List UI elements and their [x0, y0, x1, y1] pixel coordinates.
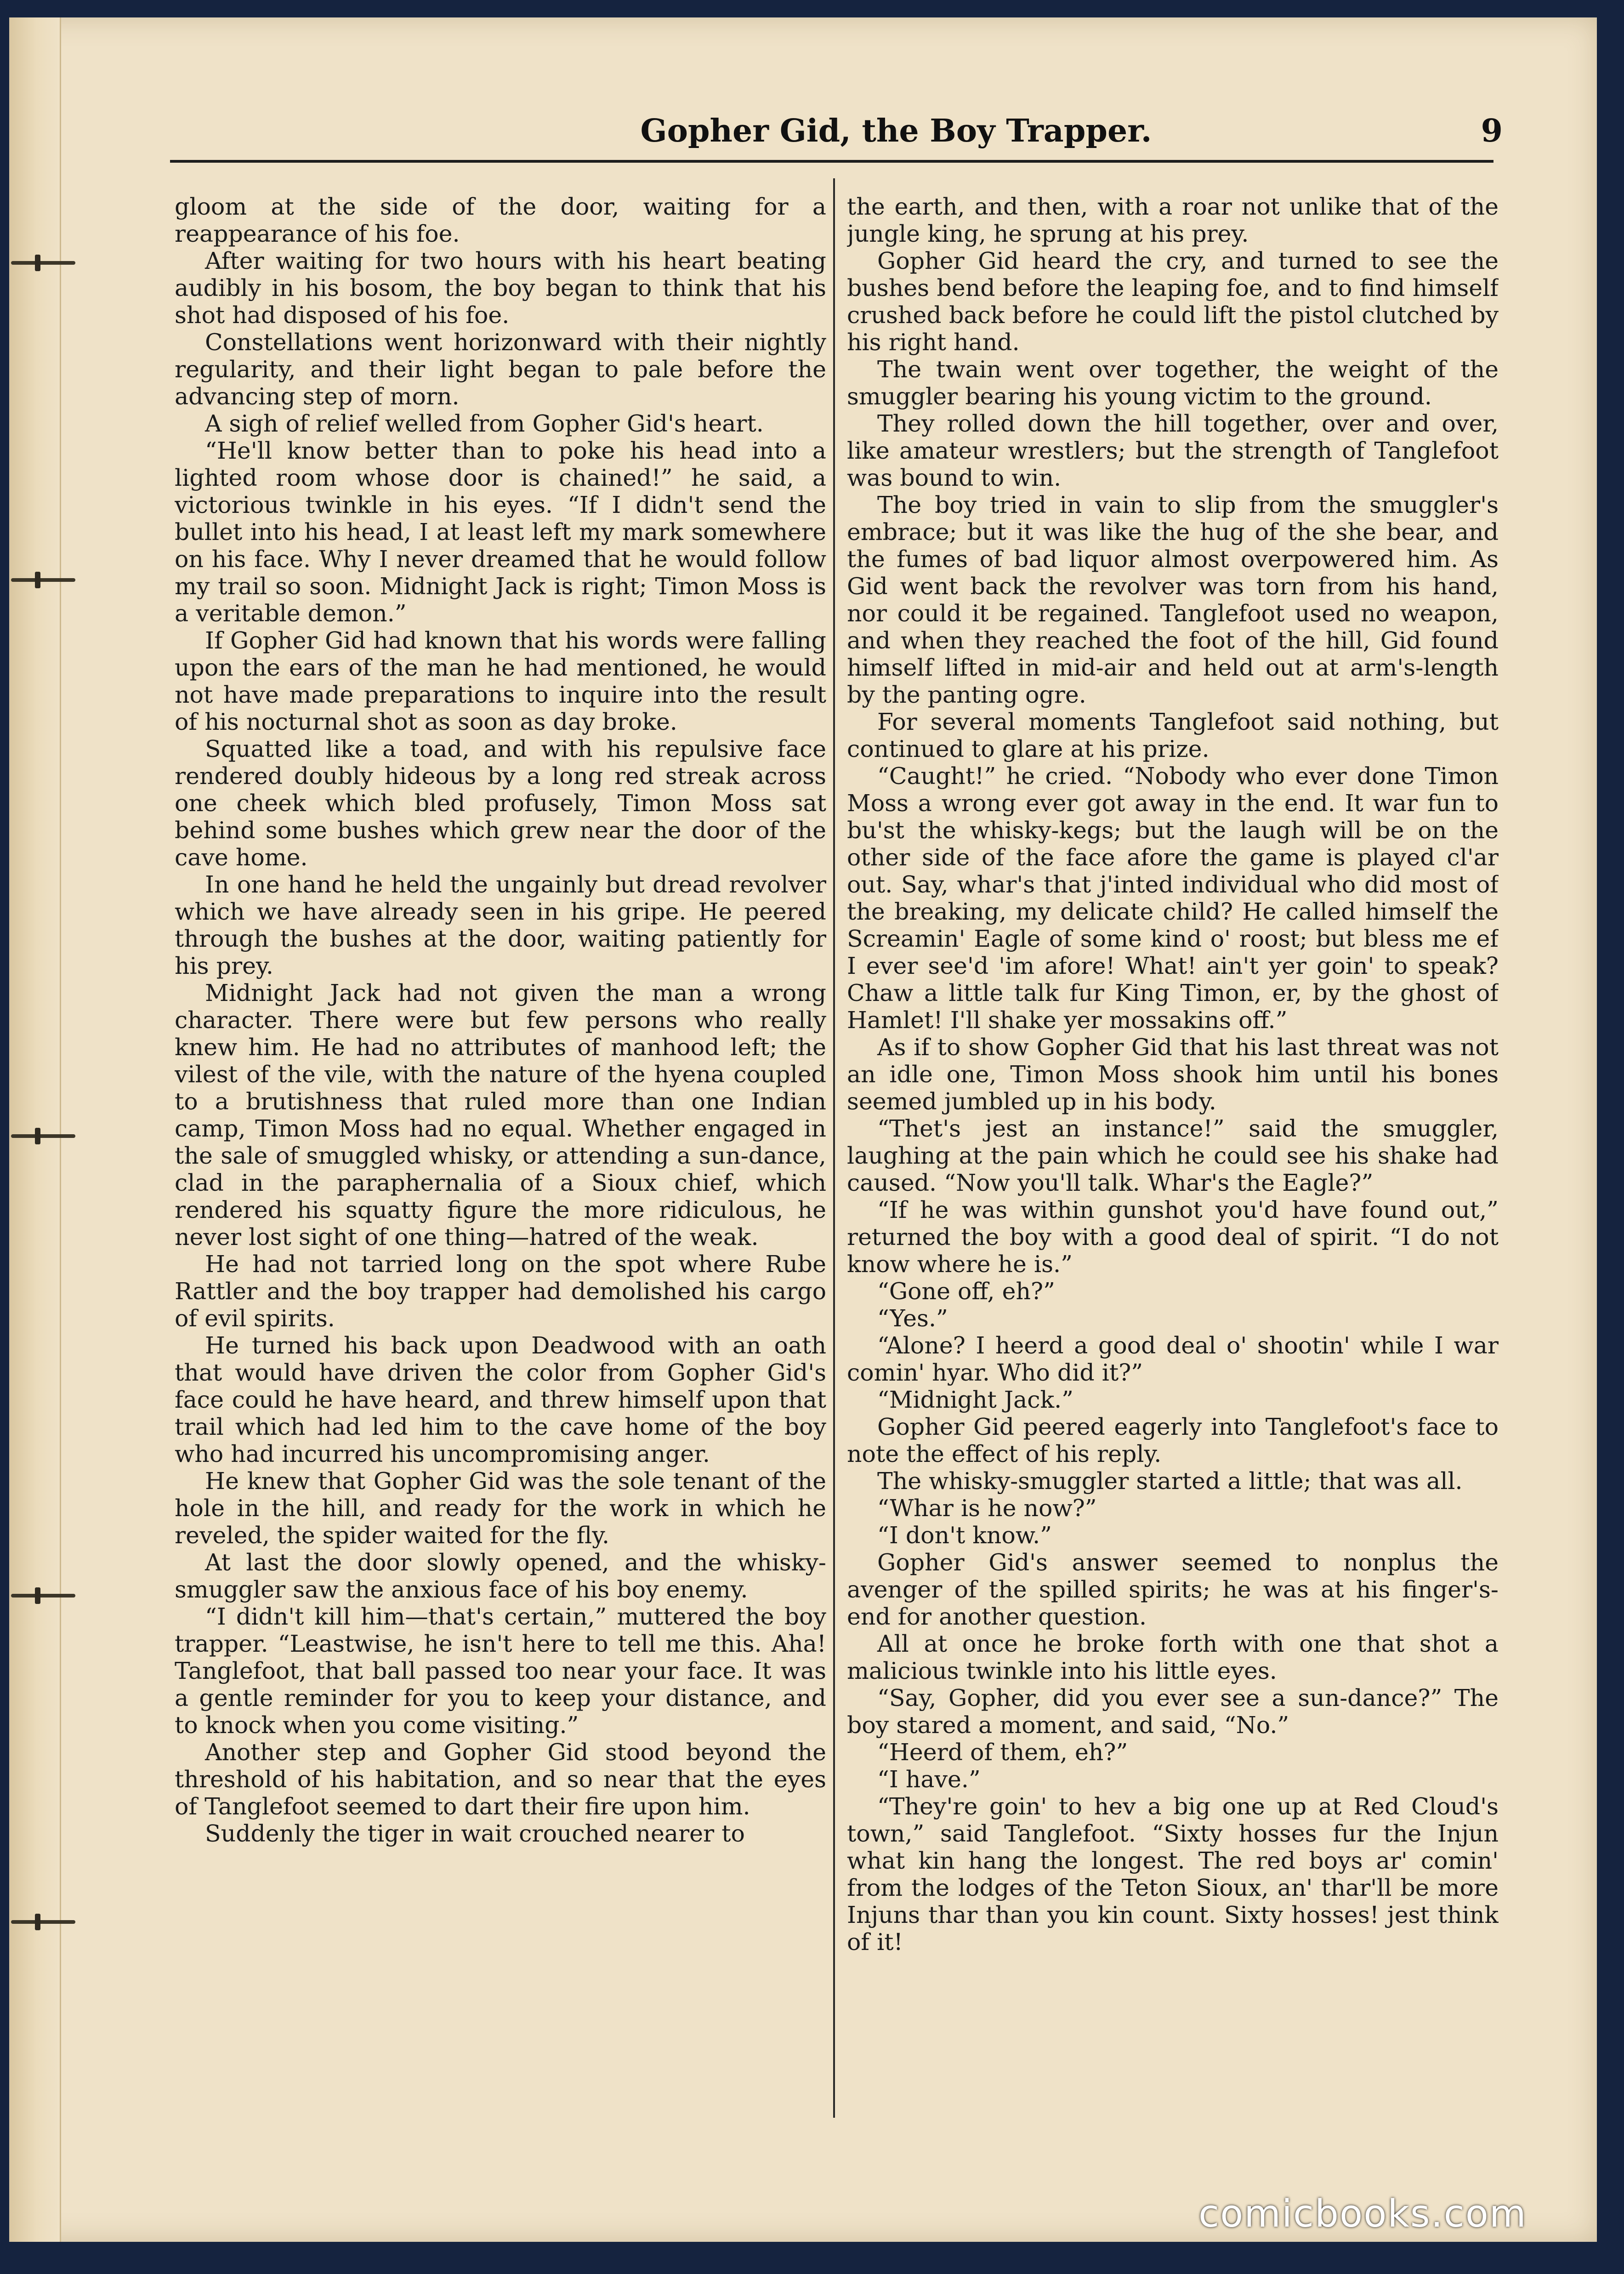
paragraph: “Midnight Jack.” — [877, 1386, 1073, 1413]
binding-stitch — [11, 1134, 75, 1138]
header-rule — [170, 160, 1493, 163]
paragraph: Gopher Gid heard the cry, and turned to see the bushes bend before the leaping foe, and to find himself crushed back before he could lift the pistol clutched by his right hand. — [847, 247, 1499, 356]
binding-stitch — [11, 578, 75, 582]
paragraph: If Gopher Gid had known that his words were falling upon the ears of the man he had mentioned, he would not have made preparations to inquire into the result of his nocturnal shot as soon as day broke. — [175, 627, 826, 735]
paragraph: “Caught!” he cried. “Nobody who ever done Timon Moss a wrong ever got away in the end. It war fun to bu'st the whisky-kegs; but the laugh will be on the other side of the face afore the game is played cl'ar out. Say, whar's that j'inted individual who did most of the breaking, my delicate child? He called himself the Screamin' Eagle of some kind o' roost; but bless me ef I ever see'd 'im afore! What! ain't yer goin' to speak? Chaw a little talk fur King Timon, er, by the ghost of Hamlet! I'll shake yer mossakins off.” — [847, 762, 1499, 1034]
paragraph: “Gone off, eh?” — [877, 1278, 1055, 1305]
paragraph: At last the door slowly opened, and the whisky-smuggler saw the anxious face of his boy enemy. — [175, 1549, 826, 1603]
binding-stitch — [11, 1920, 75, 1924]
paragraph: A sigh of relief welled from Gopher Gid's heart. — [205, 410, 764, 437]
binding-stitch — [11, 261, 75, 265]
paragraph: Constellations went horizonward with their nightly regularity, and their light began to pale before the advancing step of morn. — [175, 329, 826, 410]
paragraph: In one hand he held the ungainly but dread revolver which we have already seen in his gripe. He peered through the bushes at the door, waiting patiently for his prey. — [175, 871, 826, 979]
binding-spine — [9, 17, 61, 2242]
paragraph: gloom at the side of the door, waiting for a reappearance of his foe. — [175, 193, 826, 247]
paragraph: “They're goin' to hev a big one up at Red Cloud's town,” said Tanglefoot. “Sixty hosses fur the Injun what kin hang the longest. The red boys ar' comin' from the lodges of the Teton Sioux, an' thar'll be more Injuns thar than you kin count. Sixty hosses! jest think of it! — [847, 1793, 1499, 1956]
paragraph: Gopher Gid peered eagerly into Tanglefoot's face to note the effect of his reply. — [847, 1413, 1499, 1467]
text-column-right — [847, 193, 1499, 2116]
paragraph: “I don't know.” — [877, 1522, 1052, 1549]
paragraph: “Heerd of them, eh?” — [877, 1739, 1128, 1766]
paragraph: They rolled down the hill together, over and over, like amateur wrestlers; but the strength of Tanglefoot was bound to win. — [847, 410, 1499, 491]
paragraph: After waiting for two hours with his heart beating audibly in his bosom, the boy began to think that his shot had disposed of his foe. — [175, 247, 826, 329]
text-column-left — [175, 193, 826, 2116]
paragraph: For several moments Tanglefoot said nothing, but continued to glare at his prize. — [847, 708, 1499, 762]
paragraph: He turned his back upon Deadwood with an oath that would have driven the color from Gopher Gid's face could he have heard, and threw himself upon that trail which had led him to the cave home of the boy who had incurred his uncompromising anger. — [175, 1332, 826, 1467]
paragraph: the earth, and then, with a roar not unlike that of the jungle king, he sprung at his prey. — [847, 193, 1499, 247]
paragraph: All at once he broke forth with one that shot a malicious twinkle into his little eyes. — [847, 1630, 1499, 1684]
paragraph: “Yes.” — [877, 1305, 948, 1332]
paragraph: Squatted like a toad, and with his repulsive face rendered doubly hideous by a long red streak across one cheek which bled profusely, Timon Moss sat behind some bushes which grew near the door of the cave home. — [175, 735, 826, 871]
page-number: 9 — [1481, 113, 1503, 149]
paragraph: The boy tried in vain to slip from the smuggler's embrace; but it was like the hug of the she bear, and the fumes of bad liquor almost overpowered him. As Gid went back the revolver was torn from his hand, nor could it be regained. Tanglefoot used no weapon, and when they reached the foot of the hill, Gid found himself lifted in mid-air and held out at arm's-length by the panting ogre. — [847, 491, 1499, 708]
paragraph: “He'll know better than to poke his head into a lighted room whose door is chained!” he said, a victorious twinkle in his eyes. “If I didn't send the bullet into his head, I at least left my mark somewhere on his face. Why I never dreamed that he would follow my trail so soon. Midnight Jack is right; Timon Moss is a veritable demon.” — [175, 437, 826, 627]
paragraph: The whisky-smuggler started a little; that was all. — [877, 1467, 1463, 1495]
running-title: Gopher Gid, the Boy Trapper. — [640, 113, 1152, 149]
paragraph: Midnight Jack had not given the man a wrong character. There were but few persons who really knew him. He had no attributes of manhood left; the vilest of the vile, with the nature of the hyena coupled to a brutishness that ruled more than one Indian camp, Timon Moss had no equal. Whether engaged in the sale of smuggled whisky, or attending a sun-dance, clad in the paraphernalia of a Sioux chief, which rendered his squatty figure the more ridiculous, he never lost sight of one thing—hatred of the weak. — [175, 979, 826, 1251]
paragraph: “Thet's jest an instance!” said the smuggler, laughing at the pain which he could see his shake had caused. “Now you'll talk. Whar's the Eagle?” — [847, 1115, 1499, 1196]
column-divider — [833, 178, 835, 2118]
paragraph: “Whar is he now?” — [877, 1495, 1097, 1522]
paragraph: He knew that Gopher Gid was the sole tenant of the hole in the hill, and ready for the work in which he reveled, the spider waited for the fly. — [175, 1467, 826, 1549]
paragraph: “Alone? I heerd a good deal o' shootin' while I war comin' hyar. Who did it?” — [847, 1332, 1499, 1386]
paragraph: “Say, Gopher, did you ever see a sun-dance?” The boy stared a moment, and said, “No.” — [847, 1684, 1499, 1739]
paragraph: Another step and Gopher Gid stood beyond the threshold of his habitation, and so near that the eyes of Tanglefoot seemed to dart their fire upon him. — [175, 1739, 826, 1820]
paragraph: Gopher Gid's answer seemed to nonplus the avenger of the spilled spirits; he was at his finger's-end for another question. — [847, 1549, 1499, 1630]
watermark: comicbooks.com — [1198, 2192, 1527, 2236]
paragraph: “If he was within gunshot you'd have found out,” returned the boy with a good deal of spirit. “I do not know where he is.” — [847, 1196, 1499, 1278]
binding-stitch — [11, 1594, 75, 1597]
paragraph: He had not tarried long on the spot where Rube Rattler and the boy trapper had demolished his cargo of evil spirits. — [175, 1251, 826, 1332]
paragraph: As if to show Gopher Gid that his last threat was not an idle one, Timon Moss shook him until his bones seemed jumbled up in his body. — [847, 1034, 1499, 1115]
paragraph: “I have.” — [877, 1766, 981, 1793]
paragraph: “I didn't kill him—that's certain,” muttered the boy trapper. “Leastwise, he isn't here to tell me this. Aha! Tanglefoot, that ball passed too near your face. It was a gentle reminder for you to keep your distance, and to knock when you come visiting.” — [175, 1603, 826, 1739]
paragraph: Suddenly the tiger in wait crouched nearer to — [205, 1820, 745, 1847]
paragraph: The twain went over together, the weight of the smuggler bearing his young victim to the ground. — [847, 356, 1499, 410]
